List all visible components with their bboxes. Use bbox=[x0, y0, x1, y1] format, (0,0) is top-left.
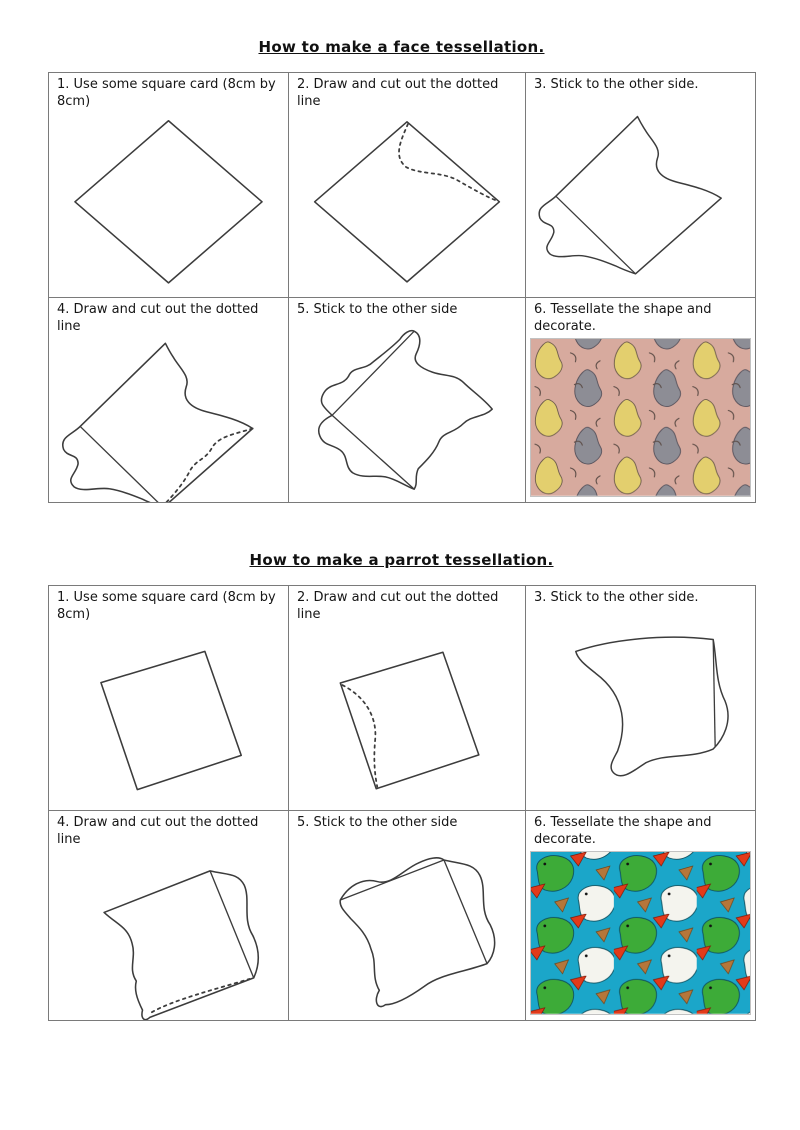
face-step-5-cell bbox=[289, 298, 526, 503]
face-step-1-cell bbox=[49, 73, 289, 298]
face-step-4-cell bbox=[49, 298, 289, 503]
parrot-step-2-cell bbox=[289, 586, 526, 811]
face-step-3-cell bbox=[526, 73, 756, 298]
face-step-3-stuck-shape-drawing bbox=[526, 94, 755, 297]
parrot-step-2-caption: 2. Draw and cut out the dotted line bbox=[297, 590, 499, 622]
parrot-step-3-caption: 3. Stick to the other side. bbox=[534, 590, 699, 605]
face-step-4-caption: 4. Draw and cut out the dotted line bbox=[57, 302, 259, 334]
parrot-step-3-cell bbox=[526, 586, 756, 811]
parrot-step-4-cell bbox=[49, 811, 289, 1021]
parrot-step-5-final-shape-drawing bbox=[289, 832, 525, 1020]
face-step-4-dotted-cut-drawing bbox=[49, 335, 288, 503]
face-tessellation-image bbox=[530, 338, 751, 497]
parrot-step-6-cell bbox=[526, 811, 756, 1021]
parrot-step-1-caption: 1. Use some square card (8cm by 8cm) bbox=[57, 590, 276, 622]
face-step-1-caption: 1. Use some square card (8cm by 8cm) bbox=[57, 77, 276, 109]
parrot-tessellation-image bbox=[530, 851, 751, 1015]
face-step-5-caption: 5. Stick to the other side bbox=[297, 302, 458, 317]
parrot-step-1-cell bbox=[49, 586, 289, 811]
face-section-title: How to make a face tessellation. bbox=[258, 38, 545, 56]
face-step-2-dotted-cut-drawing bbox=[289, 110, 525, 297]
parrot-step-4-dotted-cut-drawing bbox=[49, 848, 288, 1021]
parrot-section-title: How to make a parrot tessellation. bbox=[249, 551, 554, 569]
face-step-5-final-shape-drawing bbox=[289, 319, 525, 502]
parrot-step-3-stuck-shape-drawing bbox=[526, 607, 755, 810]
face-steps-table bbox=[48, 72, 756, 503]
face-step-2-caption: 2. Draw and cut out the dotted line bbox=[297, 77, 499, 109]
face-step-1-square-card-drawing bbox=[49, 110, 288, 297]
parrot-step-5-cell bbox=[289, 811, 526, 1021]
parrot-step-6-caption: 6. Tessellate the shape and decorate. bbox=[534, 815, 712, 847]
face-step-2-cell bbox=[289, 73, 526, 298]
face-step-6-caption: 6. Tessellate the shape and decorate. bbox=[534, 302, 712, 334]
parrot-steps-table bbox=[48, 585, 756, 1021]
face-step-3-caption: 3. Stick to the other side. bbox=[534, 77, 699, 92]
parrot-step-1-square-card-drawing bbox=[49, 623, 288, 810]
parrot-step-2-dotted-cut-drawing bbox=[289, 623, 525, 810]
parrot-step-4-caption: 4. Draw and cut out the dotted line bbox=[57, 815, 259, 847]
face-step-6-cell bbox=[526, 298, 756, 503]
parrot-step-5-caption: 5. Stick to the other side bbox=[297, 815, 458, 830]
